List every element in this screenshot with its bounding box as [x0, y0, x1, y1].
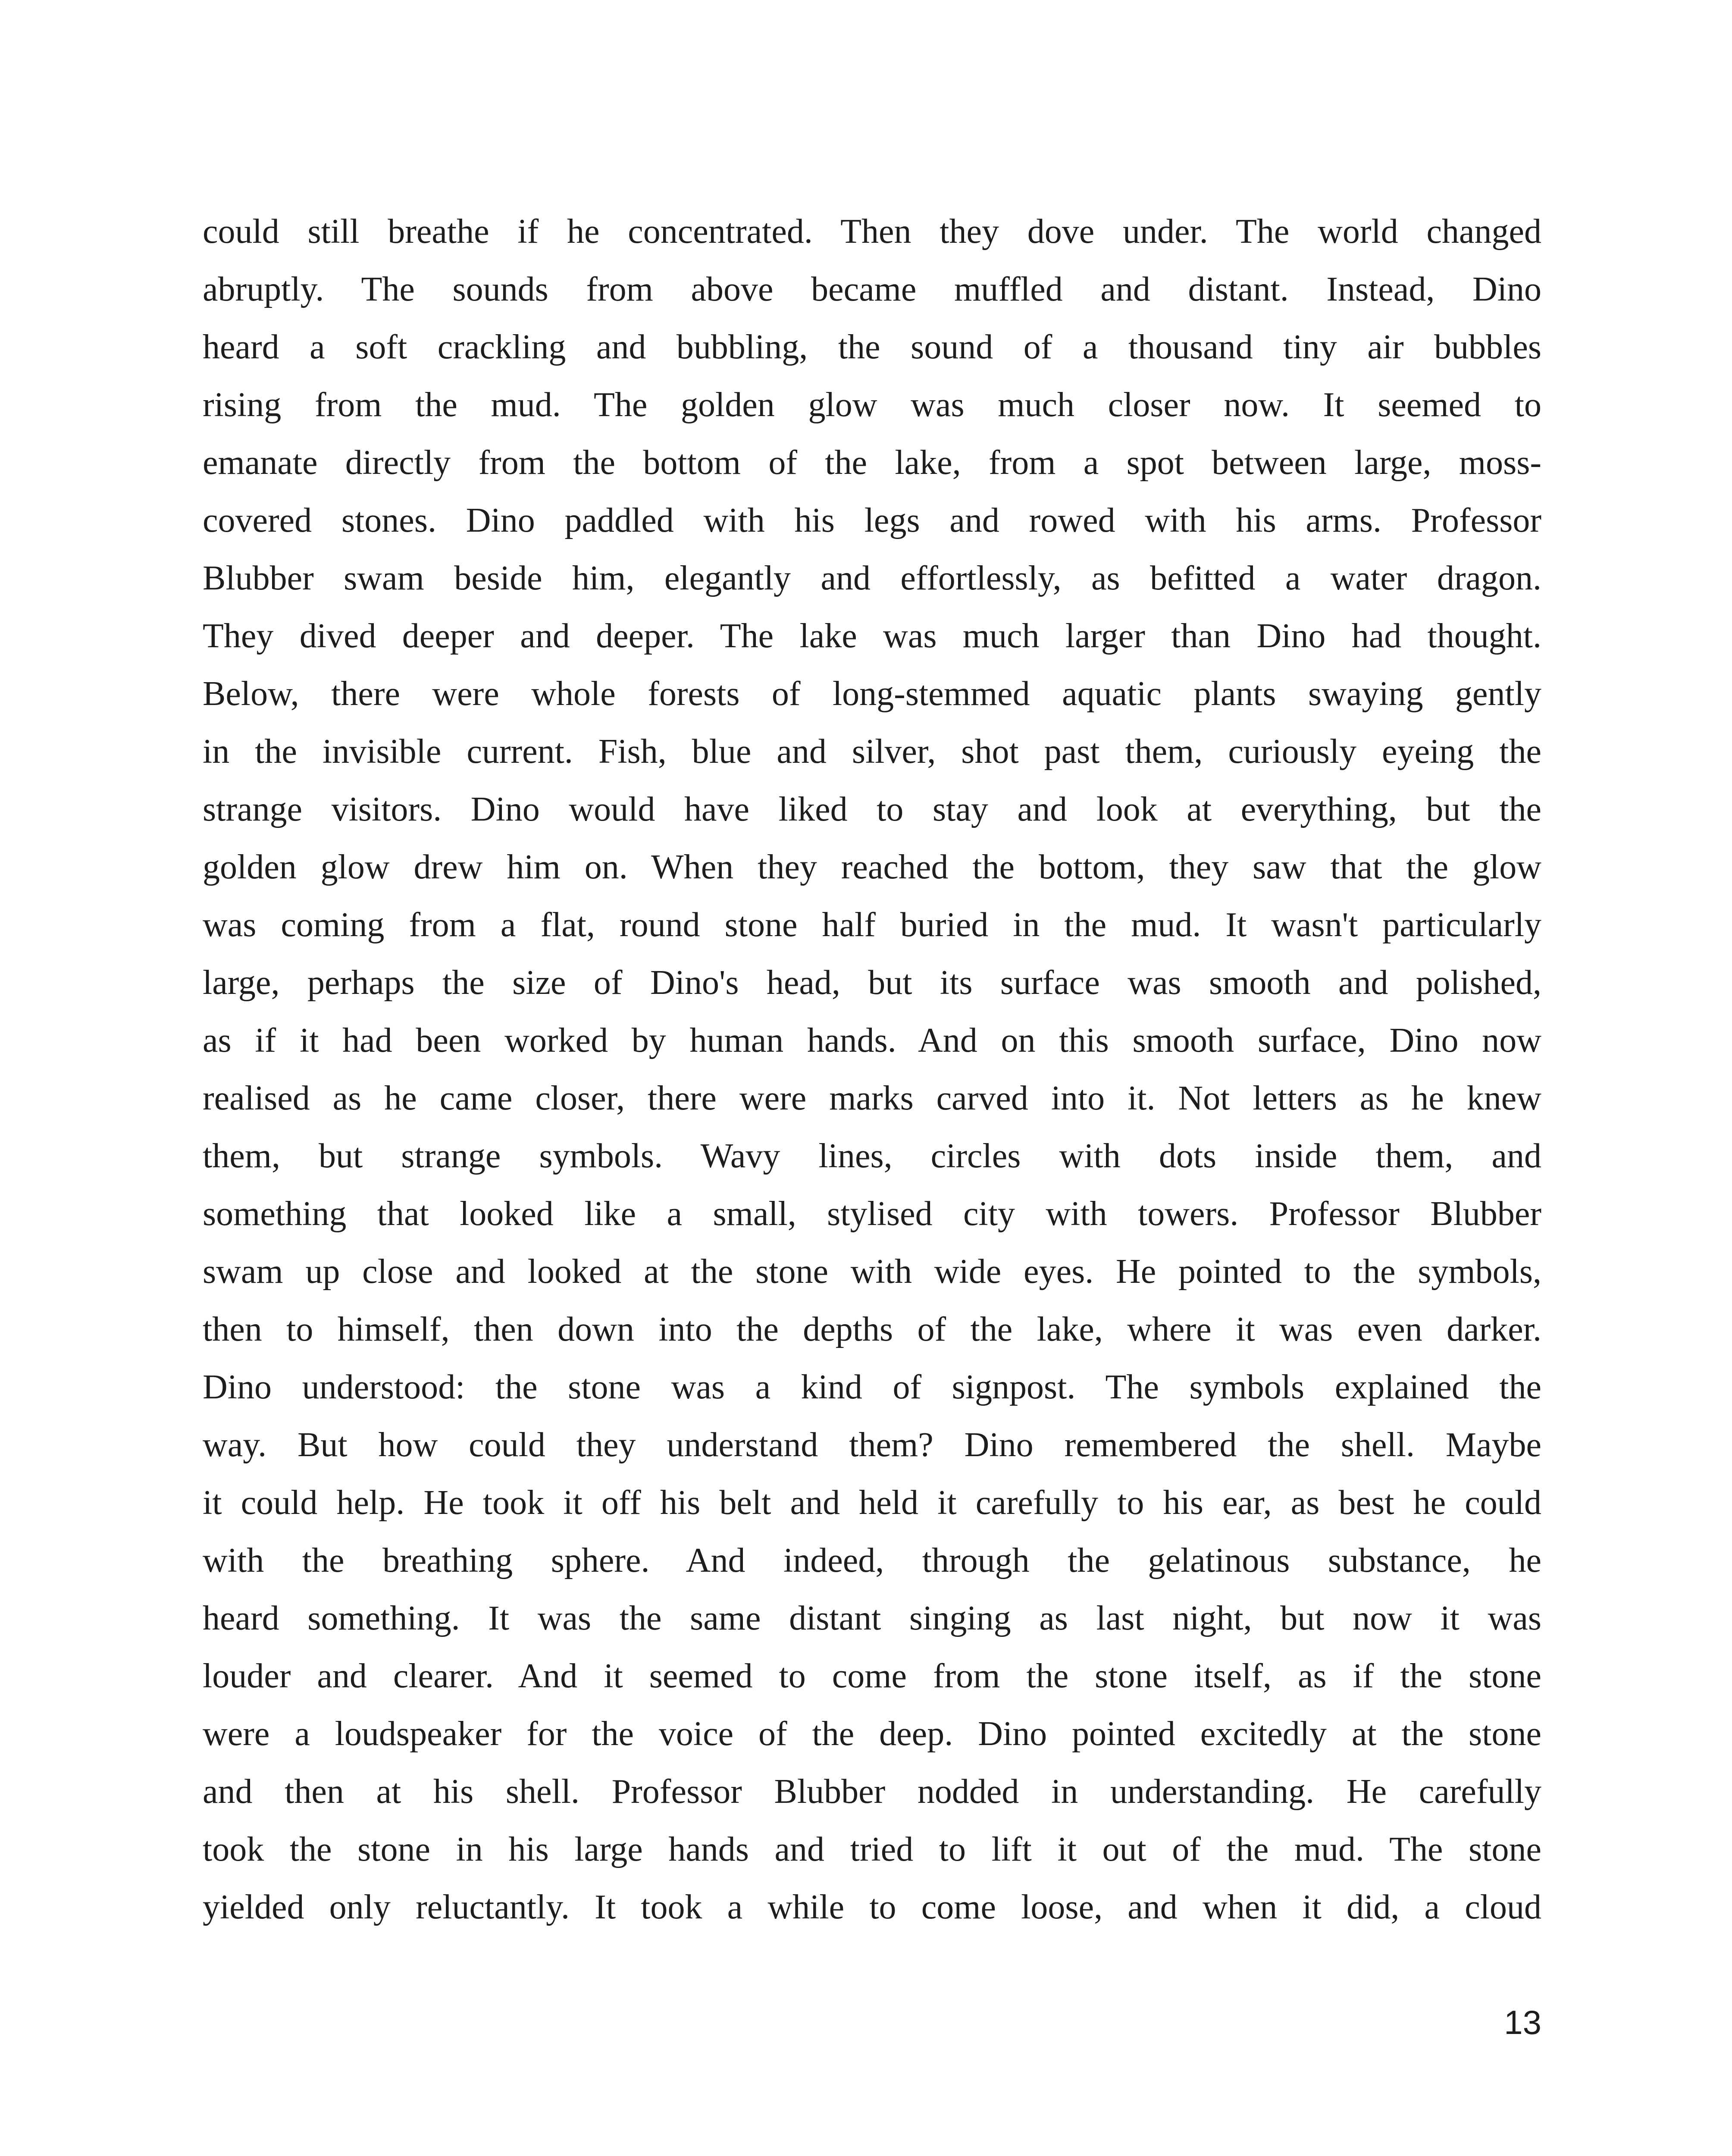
text-line: swam up close and looked at the stone with wide eyes. He pointed to the symbols, — [203, 1253, 1541, 1291]
text-line: something that looked like a small, stylised city with towers. Professor Blubber — [203, 1195, 1541, 1233]
text-line: took the stone in his large hands and tried to lift it out of the mud. The stone — [203, 1830, 1541, 1868]
text-line: They dived deeper and deeper. The lake was much larger than Dino had thought. — [203, 617, 1541, 655]
text-line: emanate directly from the bottom of the lake, from a spot between large, moss- — [203, 444, 1541, 482]
page-number: 13 — [1504, 2003, 1541, 2041]
text-line: could still breathe if he concentrated. Then they dove under. The world changed — [203, 213, 1541, 251]
text-line: heard something. It was the same distant singing as last night, but now it was — [203, 1599, 1541, 1637]
text-line: golden glow drew him on. When they reached the bottom, they saw that the glow — [203, 848, 1541, 886]
text-line: yielded only reluctantly. It took a while to come loose, and when it did, a cloud — [203, 1888, 1541, 1926]
text-line: in the invisible current. Fish, blue and silver, shot past them, curiously eyeing the — [203, 733, 1541, 771]
text-line: were a loudspeaker for the voice of the deep. Dino pointed excitedly at the stone — [203, 1715, 1541, 1753]
text-line: them, but strange symbols. Wavy lines, circles with dots inside them, and — [203, 1137, 1541, 1175]
text-line: Below, there were whole forests of long-stemmed aquatic plants swaying gently — [203, 675, 1541, 713]
text-line: way. But how could they understand them? Dino remembered the shell. Maybe — [203, 1426, 1541, 1464]
text-line: rising from the mud. The golden glow was much closer now. It seemed to — [203, 386, 1541, 424]
text-line: strange visitors. Dino would have liked to stay and look at everything, but the — [203, 790, 1541, 828]
text-line: with the breathing sphere. And indeed, through the gelatinous substance, he — [203, 1542, 1541, 1579]
text-line: Blubber swam beside him, elegantly and effortlessly, as befitted a water dragon. — [203, 559, 1541, 597]
text-line: louder and clearer. And it seemed to come from the stone itself, as if the stone — [203, 1657, 1541, 1695]
text-line: it could help. He took it off his belt and held it carefully to his ear, as best he could — [203, 1484, 1541, 1522]
text-line: large, perhaps the size of Dino's head, but its surface was smooth and polished, — [203, 964, 1541, 1002]
text-line: abruptly. The sounds from above became muffled and distant. Instead, Dino — [203, 270, 1541, 308]
text-line: then to himself, then down into the depths of the lake, where it was even darker. — [203, 1310, 1541, 1348]
text-line: as if it had been worked by human hands. And on this smooth surface, Dino now — [203, 1022, 1541, 1059]
text-line: heard a soft crackling and bubbling, the sound of a thousand tiny air bubbles — [203, 328, 1541, 366]
text-line: and then at his shell. Professor Blubber nodded in understanding. He carefully — [203, 1773, 1541, 1811]
text-line: was coming from a flat, round stone half buried in the mud. It wasn't particularly — [203, 906, 1541, 944]
text-line: covered stones. Dino paddled with his legs and rowed with his arms. Professor — [203, 501, 1541, 539]
text-line: Dino understood: the stone was a kind of signpost. The symbols explained the — [203, 1368, 1541, 1406]
text-line: realised as he came closer, there were marks carved into it. Not letters as he knew — [203, 1079, 1541, 1117]
body-text — [203, 203, 1541, 1936]
